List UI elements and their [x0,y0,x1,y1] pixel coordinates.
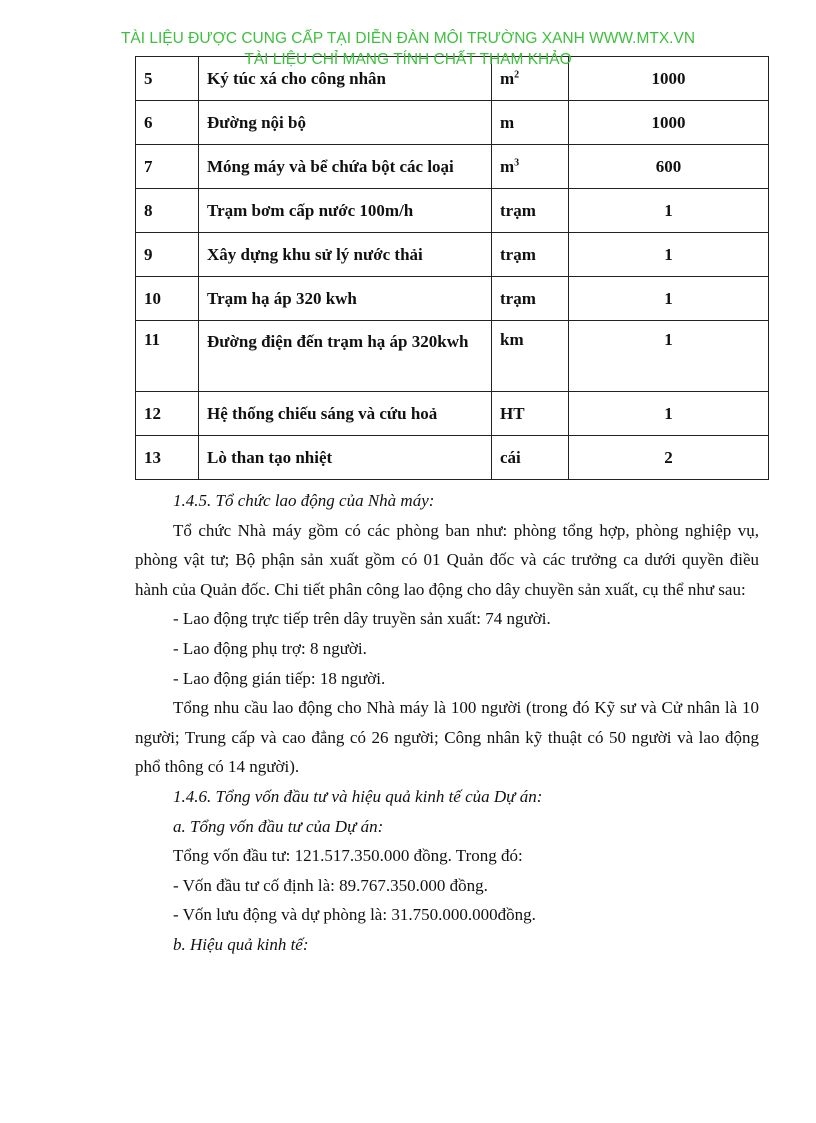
item-quantity: 1 [569,321,769,392]
total-capital: Tổng vốn đầu tư: 121.517.350.000 đồng. Trong đó: [173,846,523,866]
item-unit: HT [492,392,569,436]
item-unit: trạm [492,233,569,277]
item-name: Ký túc xá cho công nhân [199,57,492,101]
labor-indirect-item: - Lao động gián tiếp: 18 người. [173,668,386,688]
table-row [136,392,769,436]
labor-direct-item: - Lao động trực tiếp trên dây truyền sản xuất: 74 người. [173,609,551,629]
table-row [136,145,769,189]
total-labor-paragraph: Tổng nhu cầu lao động cho Nhà máy là 100 người (trong đó Kỹ sư và Cử nhân là 10 người; Trung cấp và cao đẳng có 26 người; Công nhân kỹ thuật có 50 người và lao động phổ thông có 14 người). [135,698,759,777]
item-name: Đường nội bộ [199,101,492,145]
subheading-a: a. Tổng vốn đầu tư của Dự án: [173,816,384,836]
item-number: 10 [136,277,199,321]
organization-paragraph: Tổ chức Nhà máy gồm có các phòng ban như: phòng tổng hợp, phòng nghiệp vụ, phòng vật tư; Bộ phận sản xuất gồm có 01 Quản đốc và các trưởng ca dưới quyền điều hành của Quản đốc. Chi tiết phân công lao động cho dây chuyền sản xuất, cụ thể như sau: [135,520,759,599]
section-heading-1-4-6: 1.4.6. Tổng vốn đầu tư và hiệu quả kinh tế của Dự án: [173,786,543,806]
table-row [136,57,769,101]
item-number: 9 [136,233,199,277]
item-name: Móng máy và bể chứa bột các loại [199,145,492,189]
table-row [136,321,769,392]
item-quantity: 600 [569,145,769,189]
working-capital: - Vốn lưu động và dự phòng là: 31.750.000.000đồng. [173,905,536,925]
item-name: Lò than tạo nhiệt [199,436,492,480]
table-row [136,277,769,321]
table-row [136,189,769,233]
item-unit: $m^3$ [492,145,569,189]
table-row [136,101,769,145]
item-number: 12 [136,392,199,436]
item-quantity: 1 [569,392,769,436]
item-number: 5 [136,57,199,101]
item-name: Trạm hạ áp 320 kwh [199,277,492,321]
item-number: 8 [136,189,199,233]
item-unit: trạm [492,189,569,233]
subheading-b: b. Hiệu quả kinh tế: [173,934,309,954]
item-quantity: 1000 [569,101,769,145]
item-unit: $m^2$ [492,57,569,101]
fixed-capital: - Vốn đầu tư cố định là: 89.767.350.000 đồng. [173,875,488,895]
item-quantity: 1 [569,277,769,321]
item-name: Xây dựng khu sử lý nước thải [199,233,492,277]
item-name: Hệ thống chiếu sáng và cứu hoả [199,392,492,436]
item-name: Trạm bơm cấp nước 100m/h [199,189,492,233]
item-number: 6 [136,101,199,145]
watermark-line-1: TÀI LIỆU ĐƯỢC CUNG CẤP TẠI DIỄN ĐÀN MÔI TRƯỜNG XANH WWW.MTX.VN [120,30,696,47]
labor-auxiliary-item: - Lao động phụ trợ: 8 người. [173,638,367,658]
item-number: 13 [136,436,199,480]
item-unit: cái [492,436,569,480]
item-name: Đường điện đến trạm hạ áp 320kwh [199,321,492,392]
section-heading-1-4-5: 1.4.5. Tổ chức lao động của Nhà máy: [173,491,435,510]
item-unit: km [492,321,569,392]
item-unit: m [492,101,569,145]
item-number: 7 [136,145,199,189]
item-quantity: 1000 [569,57,769,101]
table-row [136,233,769,277]
item-number: 11 [136,321,199,392]
item-quantity: 1 [569,189,769,233]
item-unit: trạm [492,277,569,321]
table-row [136,436,769,480]
construction-items-table [135,56,769,480]
document-body [135,486,759,960]
watermark-line-2: TÀI LIỆU CHỈ MANG TÍNH CHẤT THAM KHẢO [244,51,572,68]
item-quantity: 1 [569,233,769,277]
item-quantity: 2 [569,436,769,480]
